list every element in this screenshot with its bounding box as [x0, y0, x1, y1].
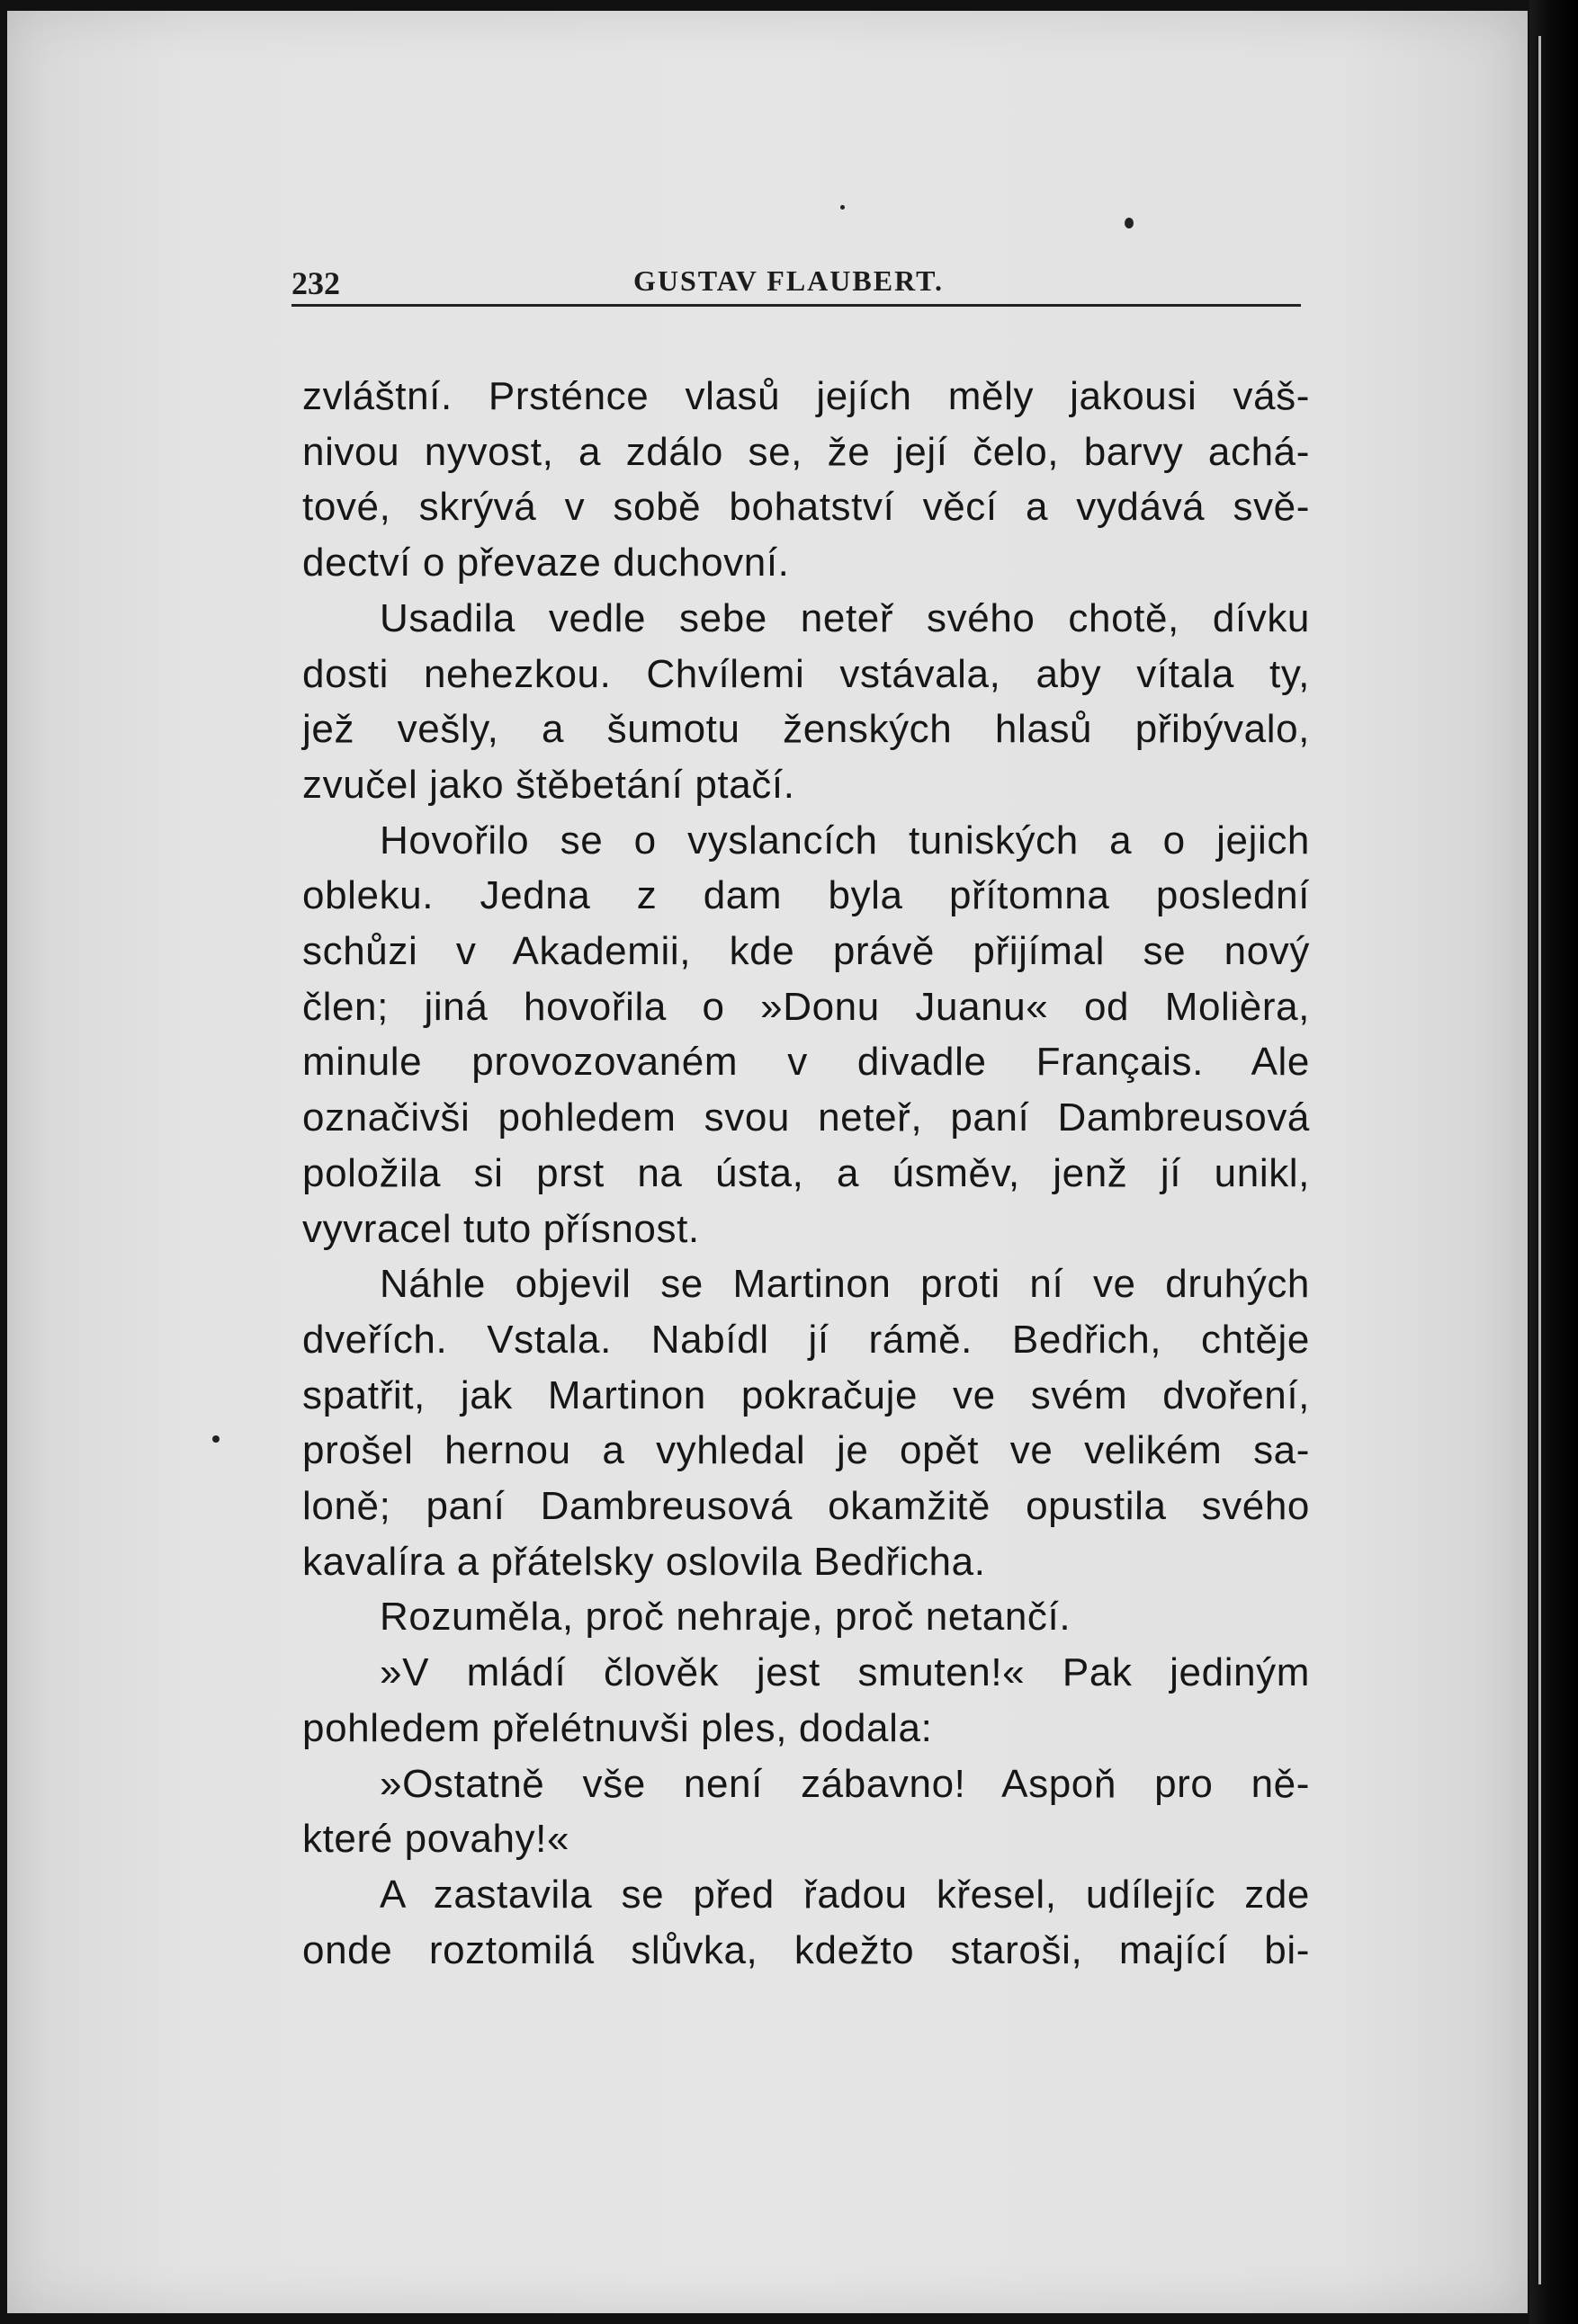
- text-line: minule provozovaném v divadle Français. Ale: [302, 1040, 1310, 1085]
- text-line: zvučel jako štěbetání ptačí.: [302, 762, 795, 807]
- text-line: položila si prst na ústa, a úsměv, jenž jí unikl,: [302, 1150, 1310, 1195]
- text-line: jež vešly, a šumotu ženských hlasů přibývalo,: [302, 707, 1310, 752]
- text-line: Rozuměla, proč nehraje, proč netančí.: [380, 1595, 1071, 1640]
- text-line: »V mládí člověk jest smuten!« Pak jediným: [380, 1650, 1310, 1695]
- text-line: A zastavila se před řadou křesel, udílejíc zde: [380, 1872, 1310, 1917]
- text-line: dosti nehezkou. Chvílemi vstávala, aby vítala ty,: [302, 651, 1310, 696]
- text-line: dectví o převaze duchovní.: [302, 541, 790, 585]
- book-binding-edge: [1529, 0, 1578, 2324]
- page-edge-highlight: [1538, 36, 1541, 2284]
- ink-speck: [1125, 218, 1134, 228]
- text-line: obleku. Jedna z dam byla přítomna poslední: [302, 873, 1310, 918]
- body-text: [302, 369, 1310, 1978]
- text-line: člen; jiná hovořila o »Donu Juanu« od Molièra,: [302, 984, 1310, 1029]
- text-line: vyvracel tuto přísnost.: [302, 1206, 700, 1251]
- text-line: zvláštní. Prsténce vlasů jejích měly jakousi váš-: [302, 374, 1310, 418]
- header-rule: [291, 304, 1301, 307]
- text-line: Usadila vedle sebe neteř svého chotě, dívku: [380, 595, 1310, 640]
- ink-speck: [840, 205, 845, 210]
- text-line: loně; paní Dambreusová okamžitě opustila svého: [302, 1484, 1310, 1529]
- text-line: dveřích. Vstala. Nabídl jí rámě. Bedřich, chtěje: [302, 1317, 1310, 1362]
- ink-speck: [212, 1435, 220, 1443]
- text-line: tové, skrývá v sobě bohatství věcí a vydává svě-: [302, 485, 1310, 530]
- text-line: které povahy!«: [302, 1817, 570, 1862]
- page-number: 232: [291, 265, 340, 301]
- text-line: označivši pohledem svou neteř, paní Dambreusová: [302, 1095, 1310, 1140]
- text-line: pohledem přelétnuvši ples, dodala:: [302, 1705, 933, 1750]
- running-head-title: GUSTAV FLAUBERT.: [633, 264, 945, 297]
- text-line: spatřit, jak Martinon pokračuje ve svém dvoření,: [302, 1372, 1310, 1417]
- text-line: nivou nyvost, a zdálo se, že její čelo, barvy achá-: [302, 429, 1310, 474]
- text-line: prošel hernou a vyhledal je opět ve velikém sa-: [302, 1428, 1310, 1473]
- text-line: Hovořilo se o vyslancích tuniských a o jejich: [380, 818, 1310, 863]
- text-line: »Ostatně vše není zábavno! Aspoň pro ně-: [380, 1761, 1310, 1806]
- text-line: schůzi v Akademii, kde právě přijímal se nový: [302, 929, 1310, 974]
- text-line: Náhle objevil se Martinon proti ní ve druhých: [380, 1262, 1310, 1307]
- text-line: onde roztomilá slůvka, kdežto staroši, mající bi-: [302, 1927, 1310, 1972]
- text-line: kavalíra a přátelsky oslovila Bedřicha.: [302, 1539, 986, 1584]
